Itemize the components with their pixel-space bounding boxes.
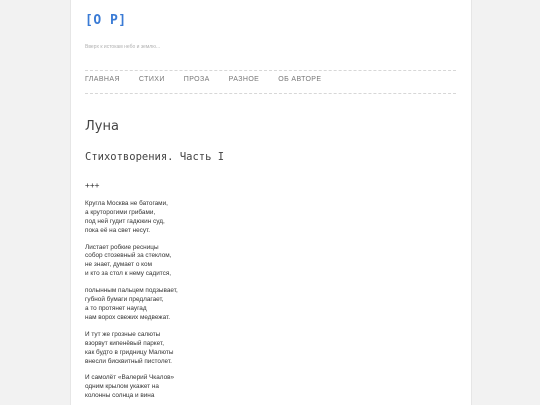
poem-line: внесли бисквитный пистолет.: [85, 357, 172, 365]
poem-stanza: [85, 244, 285, 280]
nav-item-misc[interactable]: РАЗНОЕ: [228, 76, 260, 83]
nav-item-about[interactable]: ОБ АВТОРЕ: [278, 76, 322, 83]
main-nav: [85, 76, 321, 83]
nav-bottom-divider: [85, 93, 456, 94]
poem-body: [85, 182, 285, 405]
nav-top-divider: [85, 70, 456, 71]
poem-line: как будто в гридницу Малюты: [85, 348, 174, 356]
page-title: Луна: [85, 119, 119, 134]
poem-line: а то протянет наугад: [85, 304, 147, 312]
poem-stanza: [85, 374, 285, 401]
poem-line: губной бумаги предлагает,: [85, 296, 164, 304]
poem-line: Листает робкие ресницы: [85, 243, 159, 251]
poem-mark: +++: [85, 181, 100, 190]
poem-line: а круторогими грибами,: [85, 208, 156, 216]
poem-line: взорвут кипенёвый паркет,: [85, 339, 165, 347]
site-logo[interactable]: [О Р]: [85, 13, 127, 28]
page-column: [70, 0, 472, 405]
poem-line: пока её на свет несут.: [85, 226, 151, 234]
poem-line: полынным пальцем подзывает,: [85, 287, 178, 295]
poem-line: И тут же грозные салюты: [85, 330, 161, 338]
poem-line: нам ворох свежих медвежат.: [85, 313, 170, 321]
site-tagline: Вверх к истокам небо и землю...: [85, 44, 161, 50]
poem-line: и кто за стол к нему садится,: [85, 270, 172, 278]
nav-item-prose[interactable]: ПРОЗА: [183, 76, 210, 83]
poem-line: одним крылом укажет на: [85, 383, 159, 391]
poem-stanza: [85, 200, 285, 236]
poem-stanza: [85, 287, 285, 323]
poem-line: собор стозевный за стеклом,: [85, 252, 172, 260]
poem-stanza: [85, 331, 285, 367]
poem-line: И самолёт «Валерий Чкалов»: [85, 374, 175, 382]
poem-line: не знает, думает о ком: [85, 261, 152, 269]
page-subtitle: Стихотворения. Часть I: [85, 151, 225, 163]
nav-item-home[interactable]: ГЛАВНАЯ: [85, 76, 120, 83]
poem-line: Кругла Москва не батогами,: [85, 199, 168, 207]
nav-item-poems[interactable]: СТИХИ: [138, 76, 165, 83]
poem-line: под ней гудит гадюкин суд,: [85, 217, 165, 225]
poem-line: колонны солнца и вина: [85, 392, 155, 400]
